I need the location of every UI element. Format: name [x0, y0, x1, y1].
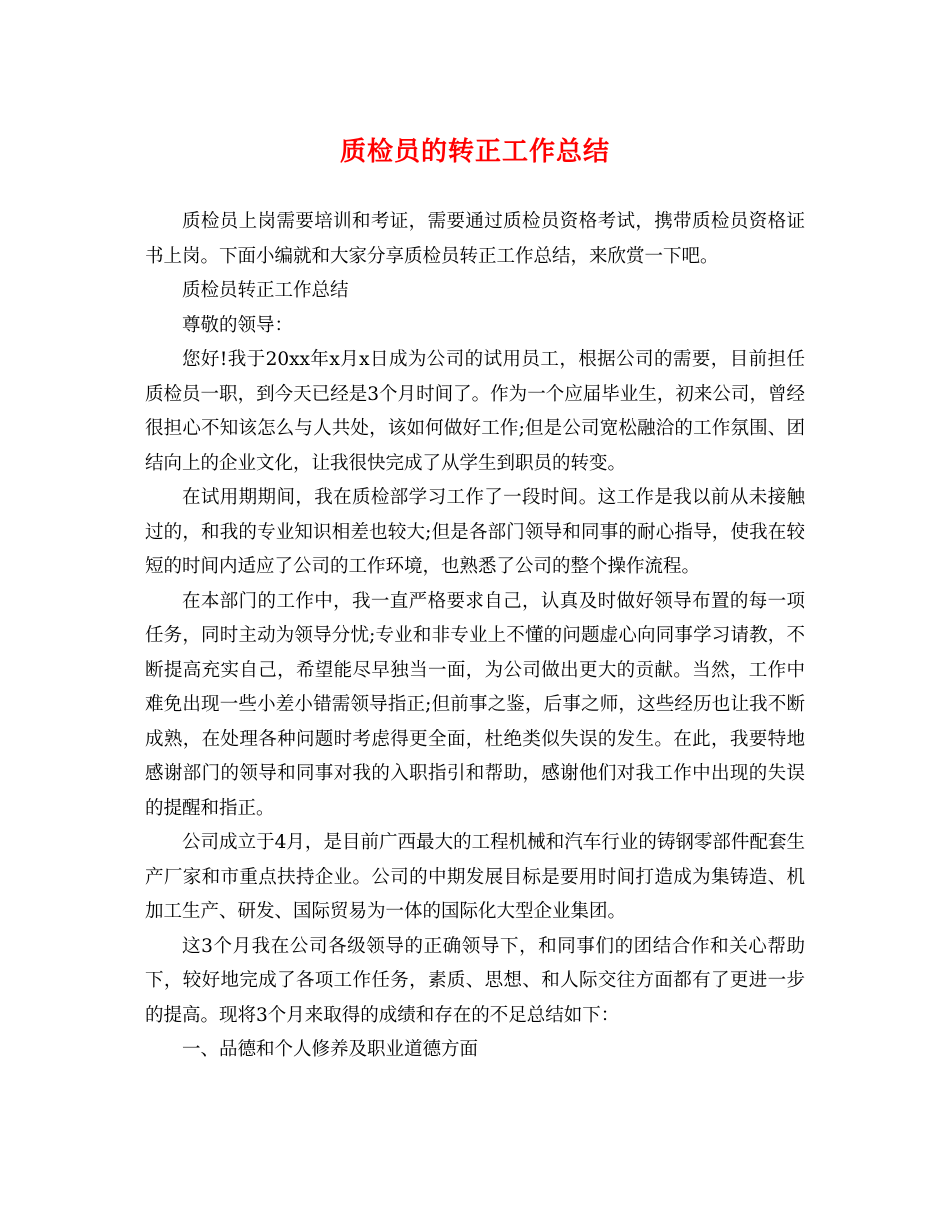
paragraph-subtitle: 质检员转正工作总结: [182, 280, 349, 301]
document-body: [145, 205, 805, 1068]
paragraph-probation: 在试用期期间，我在质检部学习工作了一段时间。这工作是我以前从未接触过的，和我的专业知识相差也较大;但是各部门领导和同事的耐心指导，使我在较短的时间内适应了公司的工作环境，也熟悉了公司的整个操作流程。: [145, 487, 805, 577]
paragraph-intro: 质检员上岗需要培训和考证，需要通过质检员资格考试，携带质检员资格证书上岗。下面小编就和大家分享质检员转正工作总结，来欣赏一下吧。: [145, 211, 805, 267]
paragraph-salutation: 尊敬的领导：: [182, 314, 294, 336]
paragraph-summary-lead: 这3个月我在公司各级领导的正确领导下，和同事们的团结合作和关心帮助下，较好地完成了各项工作任务，素质、思想、和人际交往方面都有了更进一步的提高。现将3个月来取得的成绩和存在的不足总结如下：: [145, 935, 805, 1026]
document-title: 质检员的转正工作总结: [339, 137, 610, 167]
paragraph-company-intro: 公司成立于4月，是目前广西最大的工程机械和汽车行业的铸钢零部件配套生产厂家和市重点扶持企业。公司的中期发展目标是要用时间打造成为集铸造、机加工生产、研发、国际贸易为一体的国际化大型企业集团。: [145, 832, 805, 922]
paragraph-section-heading: 一、品德和个人修养及职业道德方面: [182, 1039, 479, 1060]
paragraph-department-work: 在本部门的工作中，我一直严格要求自己，认真及时做好领导布置的每一项任务，同时主动为领导分忧;专业和非专业上不懂的问题虚心向同事学习请教，不断提高充实自己，希望能尽早独当一面，为公司做出更大的贡献。当然，工作中难免出现一些小差小错需领导指正;但前事之鉴，后事之师，这些经历也让我不断成熟，在处理各种问题时考虑得更全面，杜绝类似失误的发生。在此，我要特地感谢部门的领导和同事对我的入职指引和帮助，感谢他们对我工作中出现的失误的提醒和指正。: [145, 590, 805, 819]
paragraph-greeting: 您好!我于20xx年x月x日成为公司的试用员工，根据公司的需要，目前担任质检员一职，到今天已经是3个月时间了。作为一个应届毕业生，初来公司，曾经很担心不知该怎么与人共处，该如何做好工作;但是公司宽松融洽的工作氛围、团结向上的企业文化，让我很快完成了从学生到职员的转变。: [145, 349, 805, 474]
